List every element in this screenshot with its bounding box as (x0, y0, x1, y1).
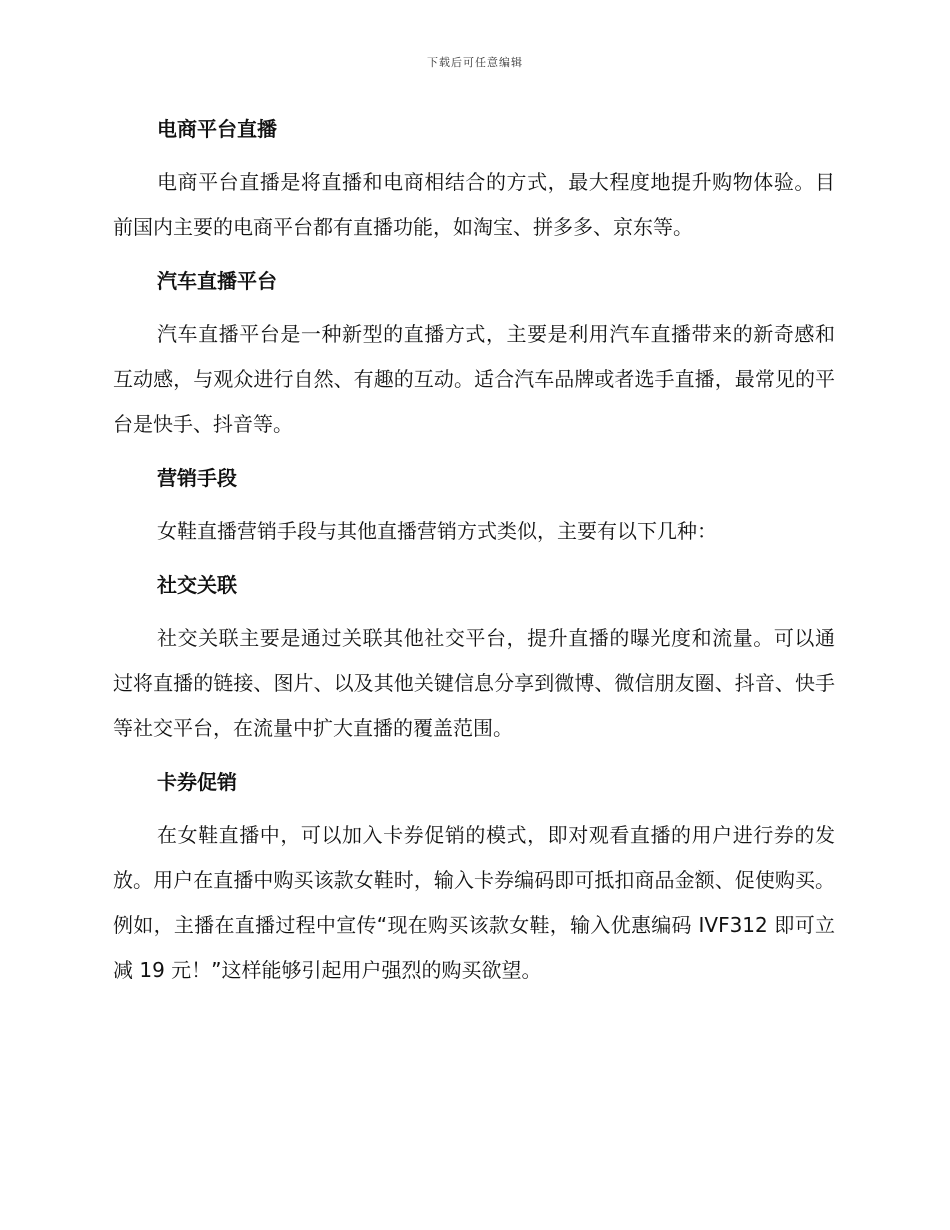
section-heading: 卡券促销 (157, 770, 237, 794)
section-paragraph: 在女鞋直播中，可以加入卡券促销的模式，即对观看直播的用户进行券的发放。用户在直播中购买该款女鞋时，输入卡券编码即可抵扣商品金额、促使购买。例如，主播在直播过程中宣传“现在购买该款女鞋，输入优惠编码 IVF312 即可立减 19 元！”这样能够引起用户强烈的购买欲望。 (113, 823, 835, 982)
document-body (113, 112, 835, 993)
section-paragraph: 社交关联主要是通过关联其他社交平台，提升直播的曝光度和流量。可以通过将直播的链接、图片、以及其他关键信息分享到微博、微信朋友圈、抖音、快手等社交平台，在流量中扩大直播的覆盖范围。 (113, 626, 835, 740)
section-heading: 汽车直播平台 (157, 269, 277, 293)
section-heading: 社交关联 (157, 573, 237, 597)
section-heading: 营销手段 (157, 466, 237, 490)
section-heading: 电商平台直播 (157, 117, 277, 141)
header-note: 下载后可任意编辑 (427, 56, 523, 69)
section-paragraph: 电商平台直播是将直播和电商相结合的方式，最大程度地提升购物体验。目前国内主要的电商平台都有直播功能，如淘宝、拼多多、京东等。 (113, 170, 835, 239)
section-paragraph: 女鞋直播营销手段与其他直播营销方式类似，主要有以下几种： (157, 519, 717, 543)
section-paragraph: 汽车直播平台是一种新型的直播方式，主要是利用汽车直播带来的新奇感和互动感，与观众进行自然、有趣的互动。适合汽车品牌或者选手直播，最常见的平台是快手、抖音等。 (113, 322, 835, 436)
